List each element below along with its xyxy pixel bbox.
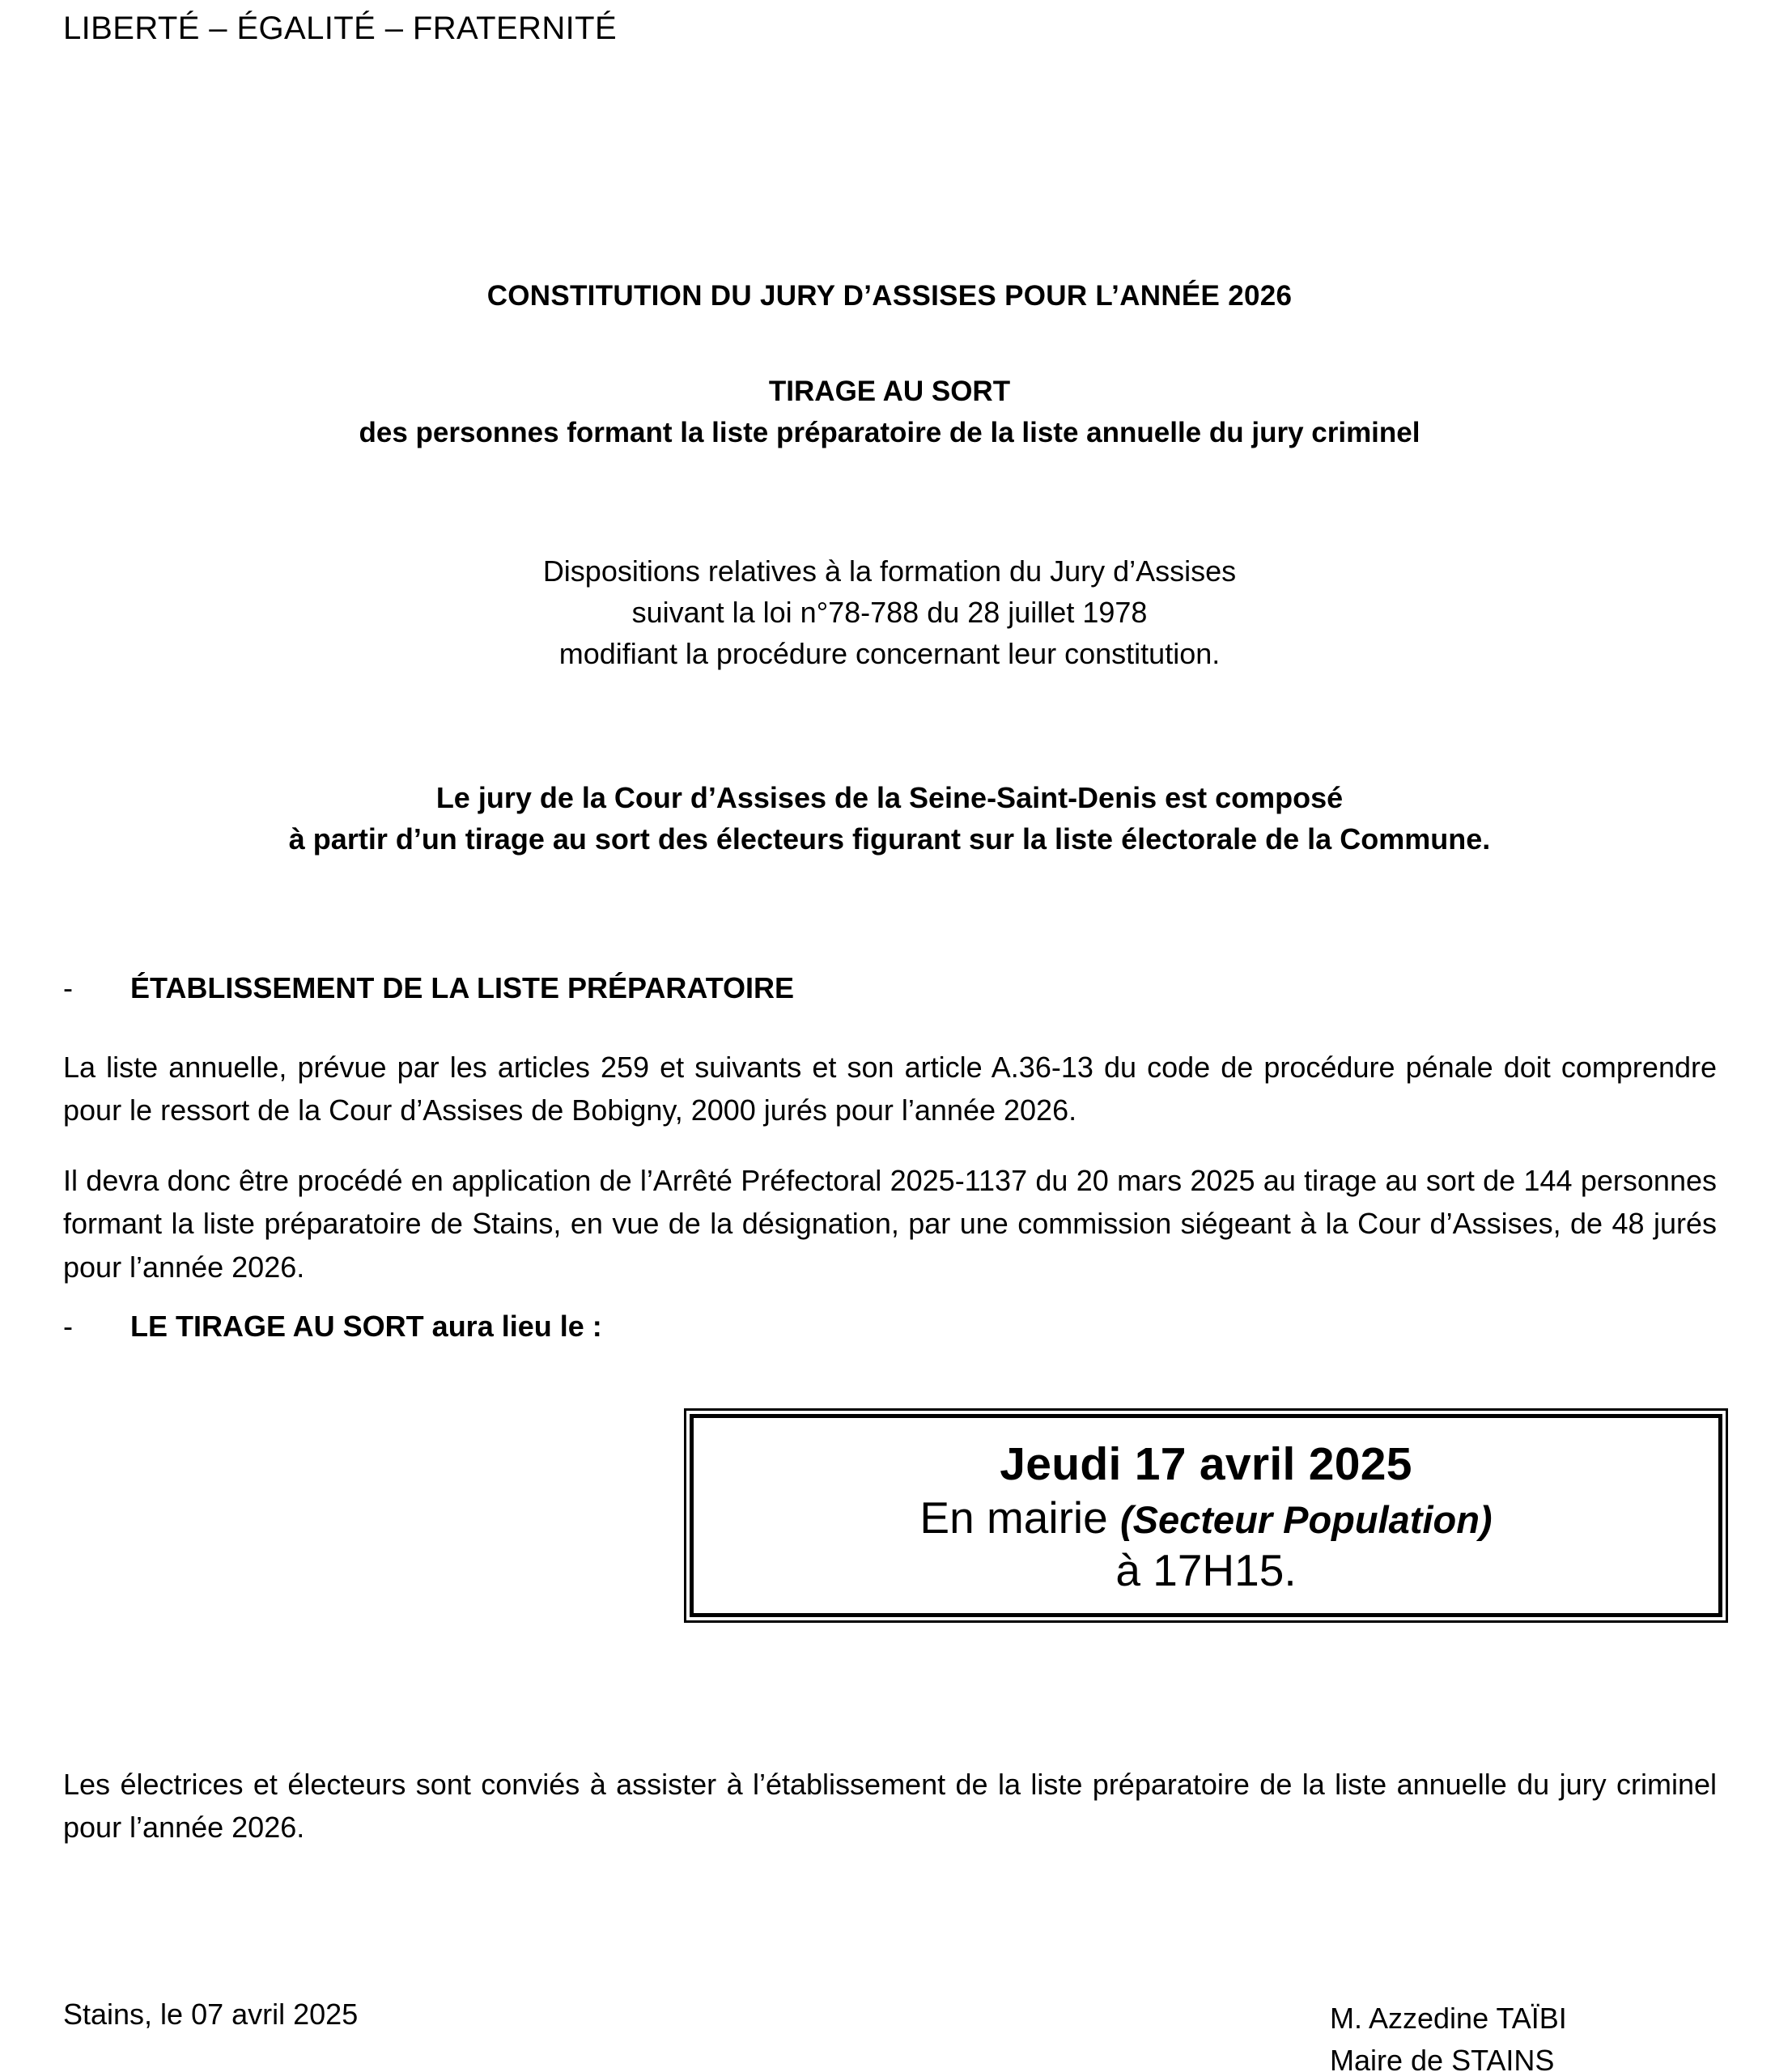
draw-time: à 17H15. xyxy=(1115,1545,1297,1596)
jury-composition-line-1: Le jury de la Cour d’Assises de la Seine-Saint-Denis est composé xyxy=(435,781,1344,814)
law-reference-line-3: modifiant la procédure concernant leur constitution. xyxy=(558,637,1221,671)
section-bullet-dash: - xyxy=(63,971,73,1004)
draw-location: En mairie xyxy=(919,1492,1120,1543)
jury-composition-line-2: à partir d’un tirage au sort des électeurs figurant sur la liste électorale de la Commune. xyxy=(288,822,1491,856)
section-heading-tirage-tail: aura lieu le : xyxy=(423,1310,602,1343)
law-reference-line-1: Dispositions relatives à la formation du Jury d’Assises xyxy=(542,554,1237,588)
section-heading-tirage xyxy=(63,1310,602,1344)
title-block xyxy=(63,279,1716,454)
draw-date-box-inner xyxy=(690,1414,1722,1617)
draw-location-detail: (Secteur Population) xyxy=(1120,1498,1493,1542)
signatory-role: Maire de STAINS xyxy=(1330,2044,1555,2072)
draw-location-line xyxy=(919,1492,1492,1544)
paragraph-invitation: Les électrices et électeurs sont conviés à assister à l’établissement de la liste préparatoire de la liste annuelle du jury criminel pour l’année 2026. xyxy=(63,1768,1717,1845)
signatory-name: M. Azzedine TAÏBI xyxy=(1330,2002,1567,2035)
law-reference-line-2: suivant la loi n°78-788 du 28 juillet 1978 xyxy=(631,596,1148,630)
jury-composition-block xyxy=(63,777,1716,860)
draw-date: Jeudi 17 avril 2025 xyxy=(1000,1437,1412,1490)
document-subtitle: TIRAGE AU SORT xyxy=(768,376,1011,407)
section-heading-etablissement-label: ÉTABLISSEMENT DE LA LISTE PRÉPARATOIRE xyxy=(130,971,795,1004)
section-heading-etablissement xyxy=(63,971,794,1005)
signature-place-date: Stains, le 07 avril 2025 xyxy=(63,1998,359,2031)
paragraph-arrete-prefectoral: Il devra donc être procédé en application de l’Arrêté Préfectoral 2025-1137 du 20 mars 2025 au tirage au sort de 144 personnes formant la liste préparatoire de Stains, en vue de la désignation, par une commission siégeant à la Cour d’Assises, de 48 jurés pour l’année 2026. xyxy=(63,1164,1717,1284)
section-heading-tirage-label: LE TIRAGE AU SORT xyxy=(130,1310,424,1343)
document-subtitle-detail: des personnes formant la liste préparatoire de la liste annuelle du jury criminel xyxy=(359,416,1420,448)
law-reference-block xyxy=(63,550,1716,674)
republic-motto: LIBERTÉ – ÉGALITÉ – FRATERNITÉ xyxy=(63,11,618,46)
paragraph-liste-annuelle: La liste annuelle, prévue par les articles 259 et suivants et son article A.36-13 du code de procédure pénale doit comprendre pour le ressort de la Cour d’Assises de Bobigny, 2000 jurés pour l’année 2026. xyxy=(63,1051,1717,1127)
signature-block xyxy=(1330,1998,1567,2072)
document-title: CONSTITUTION DU JURY D’ASSISES POUR L’ANNÉE 2026 xyxy=(486,280,1293,312)
section-bullet-dash-2: - xyxy=(63,1310,73,1343)
draw-date-box xyxy=(684,1408,1728,1623)
